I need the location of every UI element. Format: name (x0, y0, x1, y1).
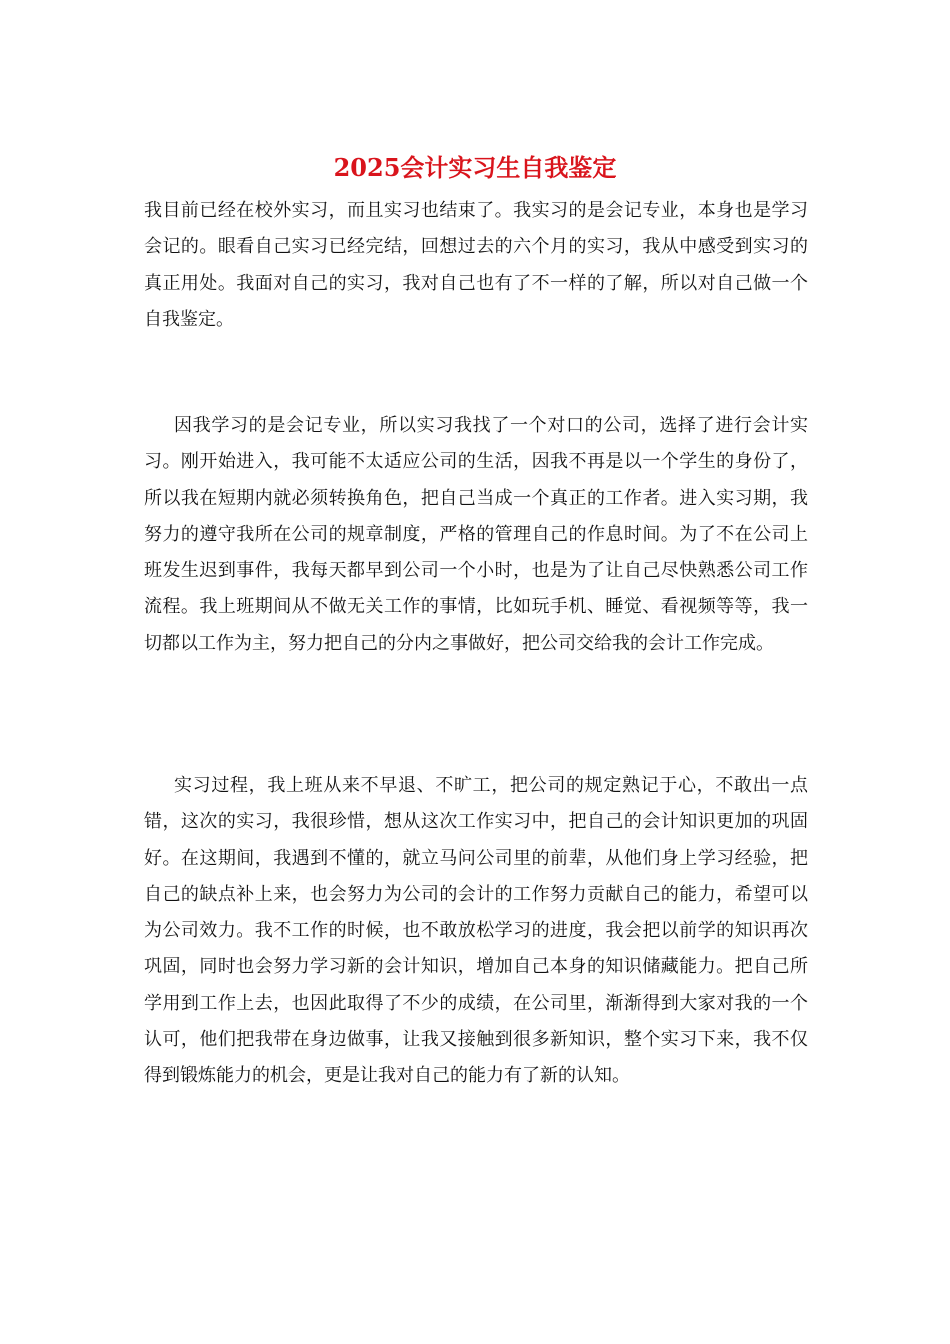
document-title: 2025会计实习生自我鉴定 (333, 153, 617, 182)
paragraph-internship-start: 因我学习的是会记专业，所以实习我找了一个对口的公司，选择了进行会计实习。刚开始进入，我可能不太适应公司的生活，因我不再是以一个学生的身份了，所以我在短期内就必须转换角色，把自己当成一个真正的工作者。进入实习期，我努力的遵守我所在公司的规章制度，严格的管理自己的作息时间。为了不在公司上班发生迟到事件，我每天都早到公司一个小时，也是为了让自己尽快熟悉公司工作流程。我上班期间从不做无关工作的事情，比如玩手机、睡觉、看视频等等，我一切都以工作为主，努力把自己的分内之事做好，把公司交给我的会计工作完成。 (144, 415, 808, 654)
paragraph-intro: 我目前已经在校外实习，而且实习也结束了。我实习的是会记专业，本身也是学习会记的。眼看自己实习已经完结，回想过去的六个月的实习，我从中感受到实习的真正用处。我面对自己的实习，我对自己也有了不一样的了解，所以对自己做一个自我鉴定。 (144, 200, 808, 330)
paragraph-internship-process: 实习过程，我上班从来不早退、不旷工，把公司的规定熟记于心，不敢出一点错，这次的实习，我很珍惜，想从这次工作实习中，把自己的会计知识更加的巩固好。在这期间，我遇到不懂的，就立马问公司里的前辈，从他们身上学习经验，把自己的缺点补上来，也会努力为公司的会计的工作努力贡献自己的能力，希望可以为公司效力。我不工作的时候，也不敢放松学习的进度，我会把以前学的知识再次巩固，同时也会努力学习新的会计知识，增加自己本身的知识储藏能力。把自己所学用到工作上去，也因此取得了不少的成绩，在公司里，渐渐得到大家对我的一个认可，他们把我带在身边做事，让我又接触到很多新知识，整个实习下来，我不仅得到锻炼能力的机会，更是让我对自己的能力有了新的认知。 (144, 775, 808, 1087)
